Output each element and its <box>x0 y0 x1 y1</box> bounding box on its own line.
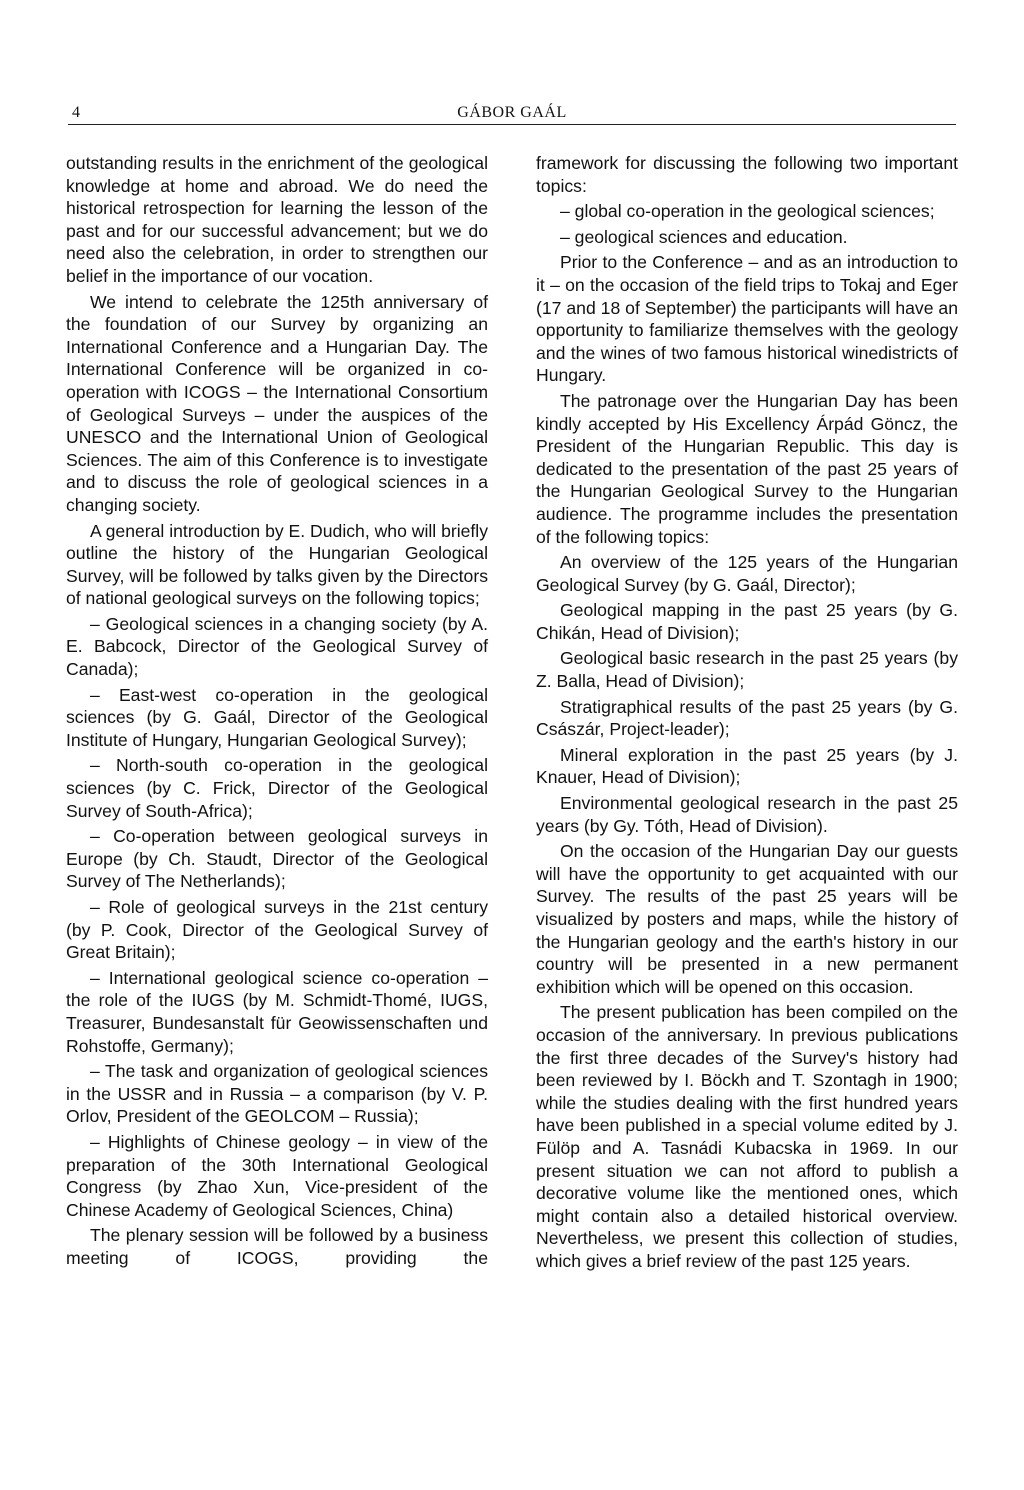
paragraph: The present publication has been compiled on the occasion of the anniversary. In previous publications the first three decades of the Survey's history had been reviewed by I. Böckh and T. Szontagh in 1900; while the studies dealing with the first hundred years have been published in a special volume edited by J. Fülöp and A. Tasnádi Kubacska in 1969. In our present situation we can not afford to publish a decorative volume like the mentioned ones, which might contain also a detailed historical overview. Nevertheless, we present this collection of studies, which gives a brief review of the past 125 years. <box>536 1002 958 1271</box>
topic-list-item: – East-west co-operation in the geological sciences (by G. Gaál, Director of the Geological Institute of Hungary, Hungarian Geological Survey); <box>66 684 488 750</box>
topic-list-item: – North-south co-operation in the geological sciences (by C. Frick, Director of the Geological Survey of South-Africa); <box>66 755 488 821</box>
topic-list-item: – Highlights of Chinese geology – in view of the preparation of the 30th International Geological Congress (by Zhao Xun, Vice-president of the Chinese Academy of Geological Sciences, China) <box>66 1131 488 1220</box>
paragraph: The patronage over the Hungarian Day has been kindly accepted by His Excellency Árpád Göncz, the President of the Hungarian Republic. This day is dedicated to the presentation of the past 25 years of the Hungarian Geological Survey to the Hungarian audience. The programme includes the presentation of the following topics: <box>536 390 958 547</box>
paragraph: On the occasion of the Hungarian Day our guests will have the opportunity to get acquainted with our Survey. The results of the past 25 years will be visualized by posters and maps, while the history of the Hungarian geology and the earth's history in our country will be presented in a new permanent exhibition which will be opened on this occasion. <box>536 841 958 997</box>
running-head: GÁBOR GAÁL <box>457 104 567 121</box>
programme-item: An overview of the 125 years of the Hungarian Geological Survey (by G. Gaál, Director); <box>536 552 958 595</box>
topic-list-item: – geological sciences and education. <box>560 226 848 247</box>
topic-list-item: – The task and organization of geological sciences in the USSR and in Russia – a comparison (by V. P. Orlov, President of the GEOLCOM – Russia); <box>66 1061 488 1127</box>
topic-list-item: – Geological sciences in a changing society (by A. E. Babcock, Director of the Geological Survey of Canada); <box>66 613 488 680</box>
paragraph: framework for discussing the following two important topics: <box>536 153 958 196</box>
topic-list-item: – Role of geological surveys in the 21st century (by P. Cook, Director of the Geological Survey of Great Britain); <box>66 897 488 963</box>
programme-item: Environmental geological research in the past 25 years (by Gy. Tóth, Head of Division). <box>536 793 958 836</box>
programme-item: Geological mapping in the past 25 years (by G. Chikán, Head of Division); <box>536 600 958 643</box>
programme-item: Mineral exploration in the past 25 years (by J. Knauer, Head of Division); <box>536 744 958 788</box>
topic-list-item: – global co-operation in the geological sciences; <box>560 201 935 222</box>
page-number: 4 <box>72 104 80 121</box>
right-column <box>536 152 958 1276</box>
left-column <box>66 152 488 1273</box>
page-header <box>68 100 956 125</box>
topic-list-item: – Co-operation between geological surveys in Europe (by Ch. Staudt, Director of the Geological Survey of The Netherlands); <box>66 826 488 892</box>
paragraph: We intend to celebrate the 125th anniversary of the foundation of our Survey by organizing an International Conference and a Hungarian Day. The International Conference will be organized in co-operation with ICOGS – the International Consortium of Geological Surveys – under the auspices of the UNESCO and the International Union of Geological Sciences. The aim of this Conference is to investigate and to discuss the role of geological sciences in a changing society. <box>66 291 488 515</box>
programme-item: Geological basic research in the past 25 years (by Z. Balla, Head of Division); <box>536 648 958 692</box>
programme-item: Stratigraphical results of the past 25 years (by G. Császár, Project-leader); <box>536 696 958 740</box>
paragraph: The plenary session will be followed by a business meeting of ICOGS, providing the <box>66 1225 488 1268</box>
paragraph: A general introduction by E. Dudich, who will briefly outline the history of the Hungarian Geological Survey, will be followed by talks given by the Directors of national geological surveys on the following topics; <box>66 520 489 609</box>
paragraph: Prior to the Conference – and as an introduction to it – on the occasion of the field trips to Tokaj and Eger (17 and 18 of September) the participants will have an opportunity to familiarize themselves with the geology and the wines of two famous historical winedistricts of Hungary. <box>536 252 958 386</box>
paragraph: outstanding results in the enrichment of the geological knowledge at home and abroad. We do need the historical retrospection for learning the lesson of the past and for our successful advancement; but we do need also the celebration, in order to strengthen our belief in the importance of our vocation. <box>66 153 488 286</box>
topic-list-item: – International geological science co-operation – the role of the IUGS (by M. Schmidt-Thomé, IUGS, Treasurer, Bundesanstalt für Geowissenschaften und Rohstoffe, Germany); <box>66 967 488 1056</box>
